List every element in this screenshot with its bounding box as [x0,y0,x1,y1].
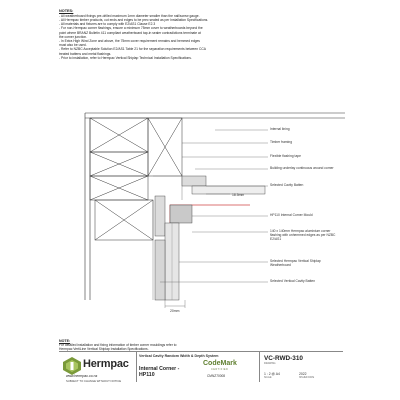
label-corner-mould: HP110 Internal Corner Mould [270,213,313,217]
label-vertical-shiplap: Selected Hermpac Vertical Shiplap Weatherboard [270,259,321,267]
drawing-title-line-2: HP110 [139,372,155,378]
weatherboard-horizontal [192,186,265,194]
product-name: Vertical Cavity Random Width & Depth System [139,354,219,358]
weatherboard-vertical [165,223,179,300]
brand-name: Hermpac [83,358,129,370]
note-line: - Refer to NZBC Acceptable Solution E2/AS1 Table 21 for the separation requirements between CCA [59,47,206,52]
label-cavity-batten: Selected Cavity Batten [270,183,304,187]
note-line: - All weatherboard fixings pre-drilled maximum 1mm diameter smaller than the nail/screw gauge. [59,13,200,18]
codemark-logo: CodeMark [203,360,237,367]
note-line: - Prior to installation, refer to Hermpac Vertical Shiplap Technical Installation Specifications. [59,55,192,60]
drawing-title-line-1: Internal Corner - [139,366,180,372]
bottom-note [59,339,259,351]
bottom-note-line: Hermpac VertiLine Vertical Shiplap Installation Specifications. [59,347,149,352]
note-line: - All Hermpac timber products, cut ends and edges to be prec sealed as per Installation Specifications. [59,18,209,22]
hermpac-logo-icon [62,356,82,376]
note-line: - All materials and fixtures are to comply with E2/AS1 Clause E2.3 [59,22,156,27]
note-line: point where BRANZ Bulletin 411 compliant weatherboard tap-in sealer contradictions terminate at [59,30,201,35]
label-building-underlay: Building underlay continuous around corner [270,166,334,170]
drawing-number: VC-RWD-310 [264,355,303,362]
scale-label: SCALE [264,377,272,379]
drawing-number-label: DRAWING [264,362,276,365]
bottom-note-title: NOTE: [59,339,71,343]
note-line: - In Extra High Wind Zone and above, the 75mm cover requirement remains and hemmed edges [59,39,200,44]
label-vertical-cavity-batten: Selected Vertical Cavity Batten [270,279,316,283]
label-corner-flashing: 140 x 140mm Hermpac aluminium corner flashing with unhemmed edges as per NZBC E2/AS1 [270,229,336,241]
label-flexible-flashing-tape: Flexible flashing tape [270,154,301,158]
dimension-20mm [165,300,185,308]
drawing-title [139,366,179,378]
issue-year: 2022 [299,372,307,376]
subject-to-change: SUBJECT TO CHANGE WITHOUT NOTICE [66,378,122,383]
internal-corner-mould [170,205,192,223]
codemark-certified: CERTIFIED [211,368,229,371]
label-18-5mm: 18.5mm [232,193,245,197]
note-line: treated battens and metal flashings. [59,51,112,56]
note-line: must also be used. [59,43,87,48]
label-internal-lining: Internal lining [270,127,290,131]
label-timber-framing: Timber framing [270,140,293,144]
bottom-note-line: For detailed installation and fixing information of timber corner mouldings refer to [59,343,177,348]
title-block [59,351,343,382]
note-line: - For non-Hermpac corner flashings, ensure a minimum 75mm cover to weatherboards beyond the [59,26,203,31]
note-line: the corner junction. [59,34,88,39]
website: www.hermpac.co.nz [66,374,98,378]
scale: 1 : 2 @ A4 [264,372,280,376]
notes-title: NOTES: [59,9,74,13]
dimension-label: 20mm [170,309,180,313]
divider [136,352,137,382]
timber-framing [90,118,182,240]
divider [259,352,260,382]
vertical-cavity-batten [155,240,165,300]
issue-date-label: ISSUED DATE [299,377,315,379]
cert-number: CMNZ70008 [207,373,226,378]
